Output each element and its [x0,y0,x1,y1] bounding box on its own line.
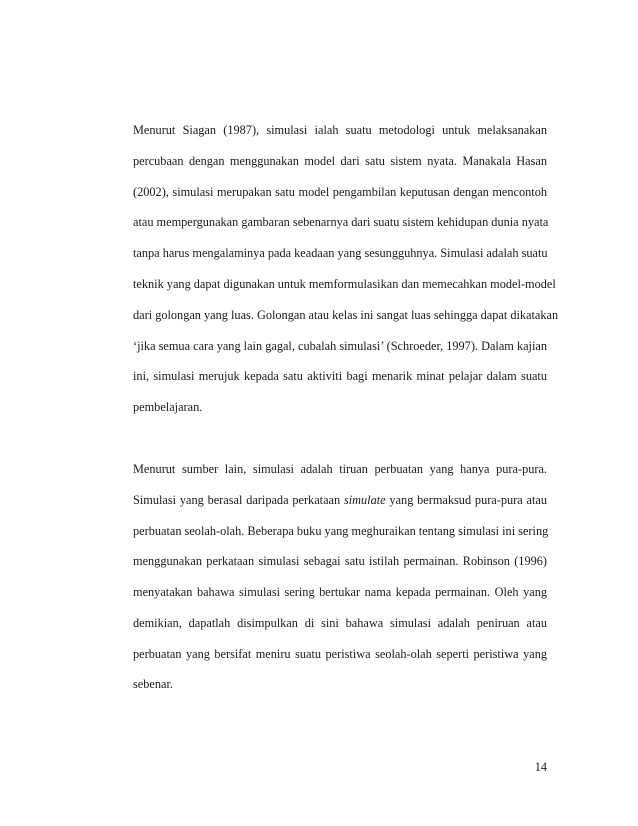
paragraph-line: ‘jika semua cara yang lain gagal, cubalah simulasi’ (Schroeder, 1997). Dalam kajian [133,339,547,353]
paragraph-line: dari golongan yang luas. Golongan atau kelas ini sangat luas sehingga dapat dikatakan [133,308,559,322]
paragraph-line: perbuatan seolah-olah. Beberapa buku yang meghuraikan tentang simulasi ini sering [133,524,549,538]
italic-term: simulate [343,493,386,507]
paragraph-line: demikian, dapatlah disimpulkan di sini bahawa simulasi adalah peniruan atau [133,616,547,630]
paragraph-line-with-italic [133,492,547,508]
paragraph-line: perbuatan yang bersifat meniru suatu peristiwa seolah-olah seperti peristiwa yang [133,647,547,661]
paragraph-line: Menurut Siagan (1987), simulasi ialah suatu metodologi untuk melaksanakan [133,123,547,137]
paragraph-line: Menurut sumber lain, simulasi adalah tiruan perbuatan yang hanya pura-pura. [133,462,547,476]
paragraph-line: (2002), simulasi merupakan satu model pengambilan keputusan dengan mencontoh [133,185,547,199]
paragraph-line: ini, simulasi merujuk kepada satu aktiviti bagi menarik minat pelajar dalam suatu [133,369,547,383]
paragraph-line: pembelajaran. [133,400,203,414]
paragraph-line: teknik yang dapat digunakan untuk memformulasikan dan memecahkan model-model [133,277,556,291]
paragraph-line: sebenar. [133,677,173,691]
text-segment: yang bermaksud pura-pura atau [385,493,547,507]
text-segment: Simulasi yang berasal daripada perkataan [133,493,344,507]
paragraph-line: tanpa harus mengalaminya pada keadaan yang sesungguhnya. Simulasi adalah suatu [133,246,548,260]
paragraph-line: menggunakan perkataan simulasi sebagai satu istilah permainan. Robinson (1996) [133,554,547,568]
paragraph-line: menyatakan bahawa simulasi sering bertukar nama kepada permainan. Oleh yang [133,585,547,599]
paragraph-line: atau mempergunakan gambaran sebenarnya dari suatu sistem kehidupan dunia nyata [133,215,549,229]
paragraph-line: percubaan dengan menggunakan model dari satu sistem nyata. Manakala Hasan [133,154,547,168]
page-number: 14 [534,760,547,774]
